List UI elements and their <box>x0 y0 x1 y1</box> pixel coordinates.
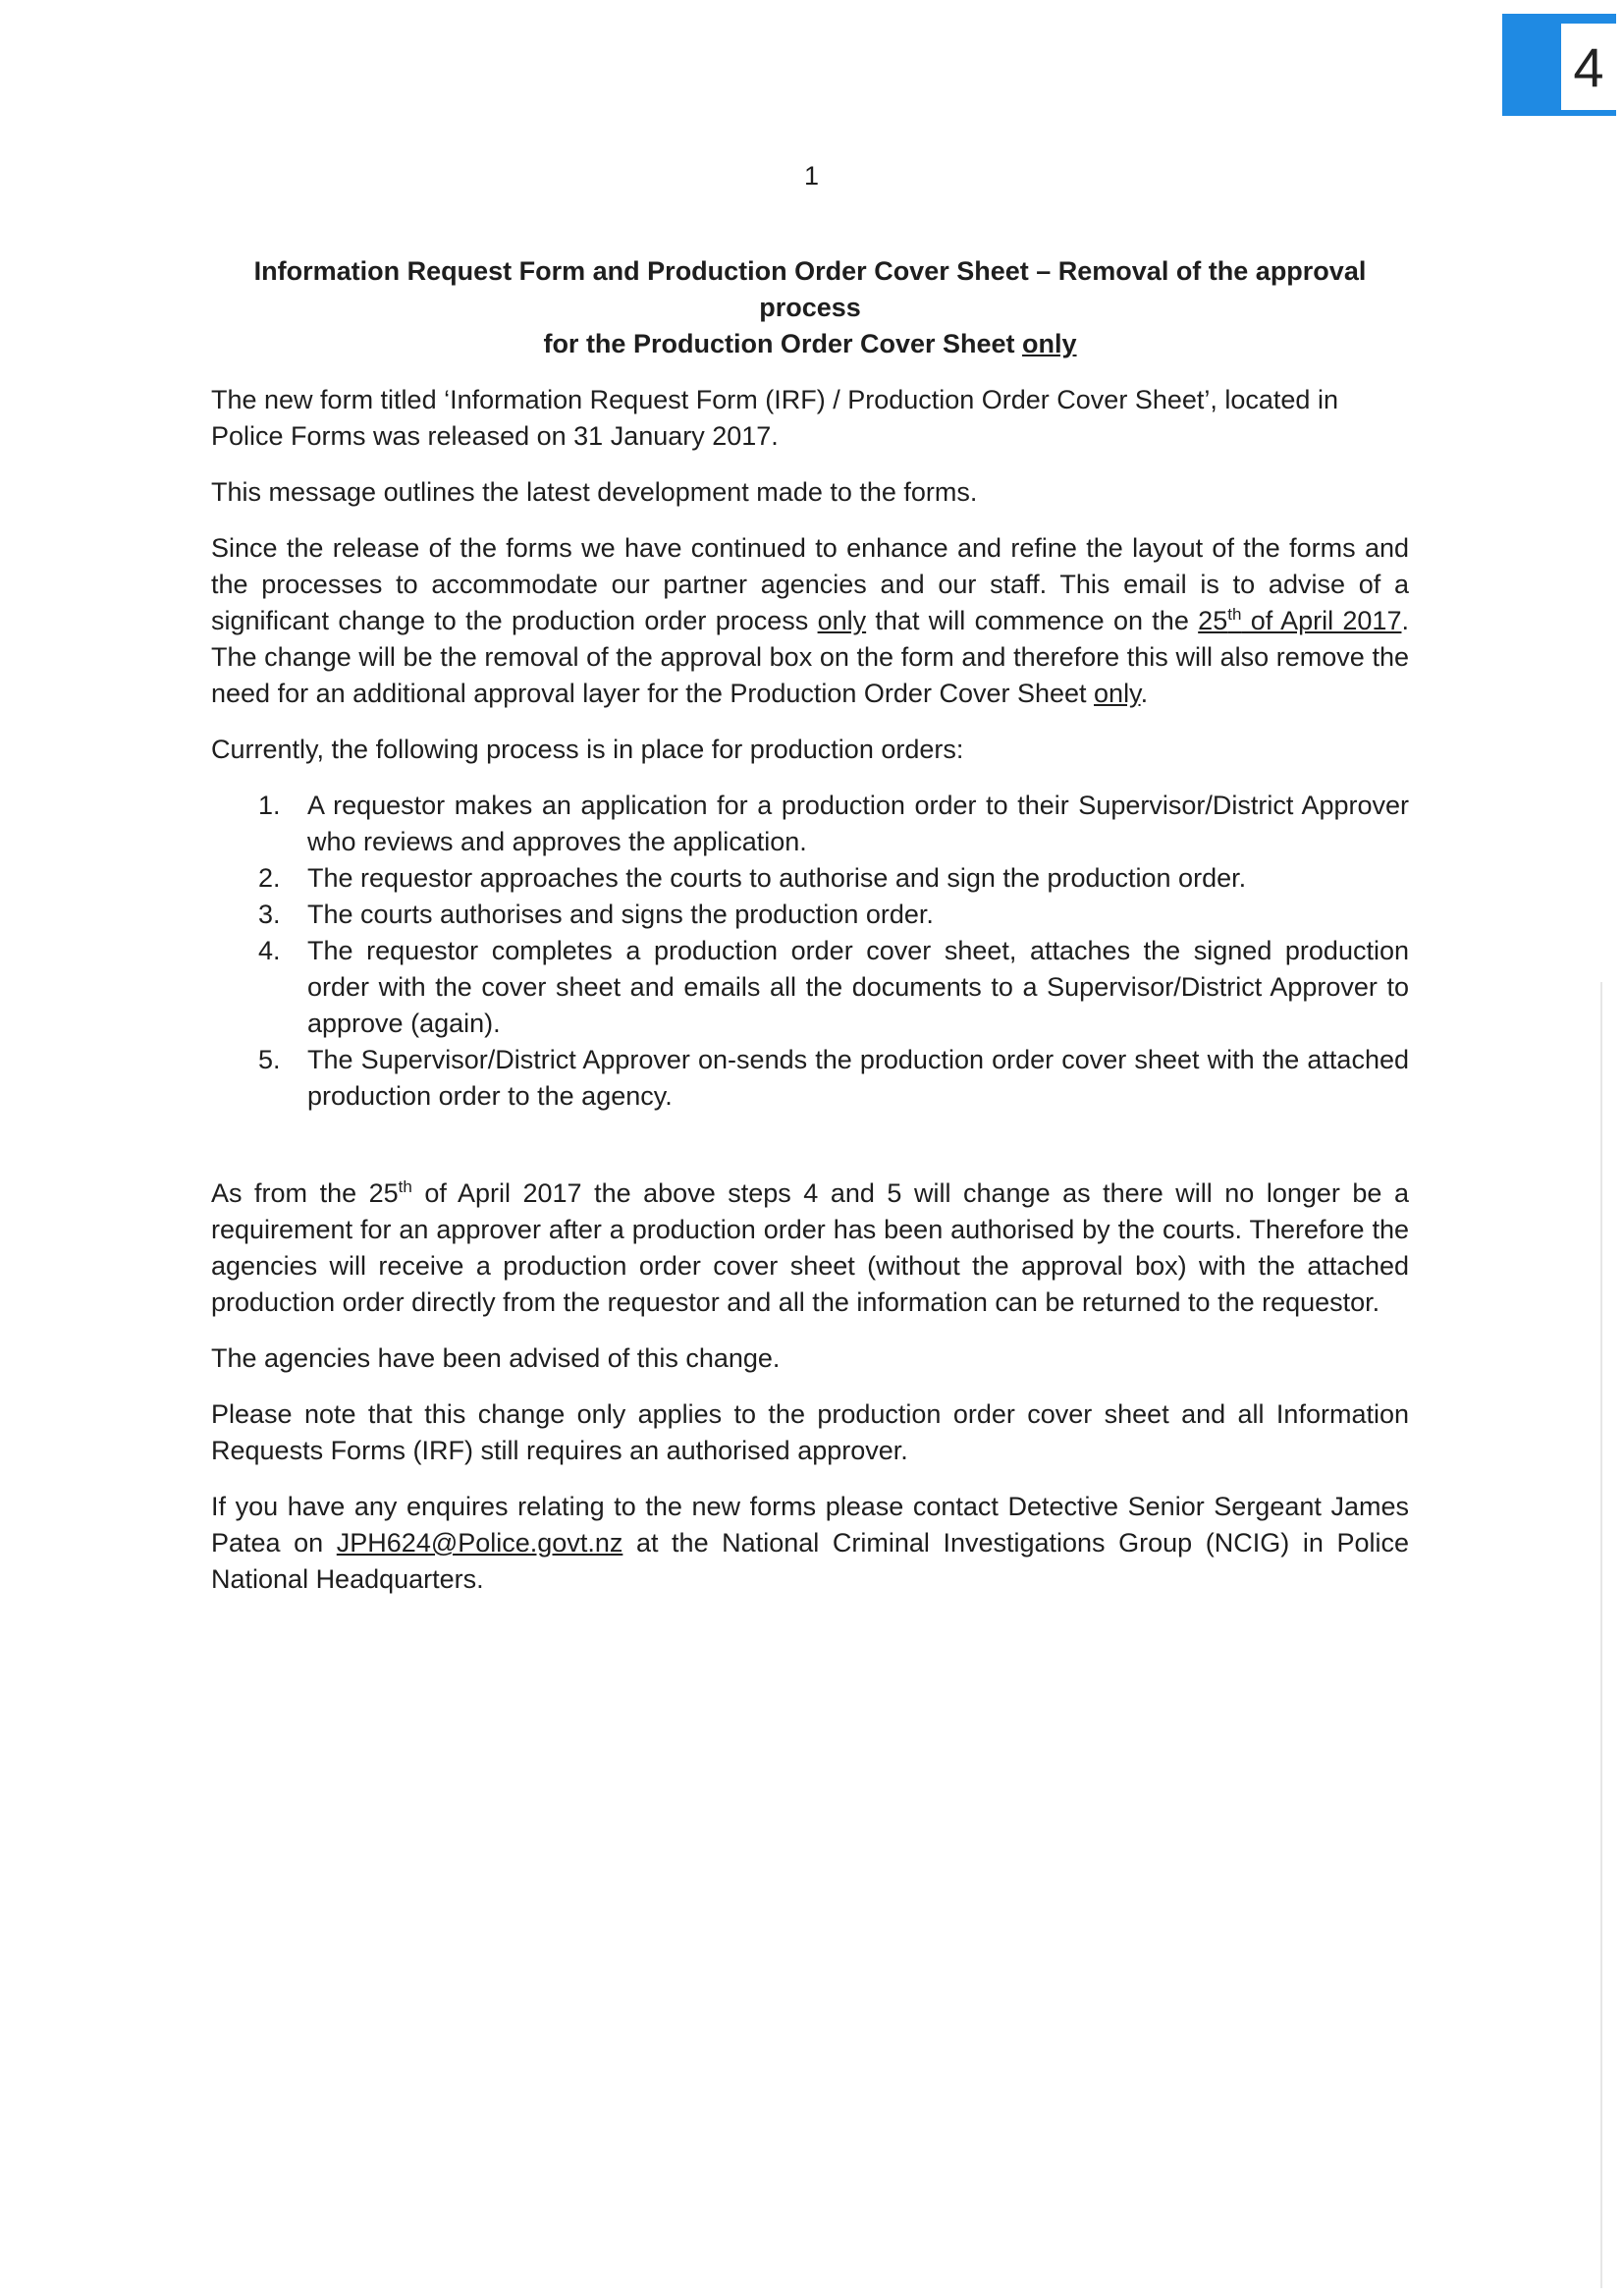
heading-line-1: Information Request Form and Production Order Cover Sheet – Removal of the approval process <box>253 256 1367 322</box>
step-number: 3. <box>258 900 281 929</box>
new-process-sup: th <box>398 1177 412 1196</box>
step-number: 1. <box>258 791 281 820</box>
contact-text-a: If you have any enquires relating to the new forms please contact Detective Senior Sergeant James Patea on <box>211 1492 1409 1558</box>
page-tab-marker <box>1502 14 1616 116</box>
step-text: A requestor makes an application for a production order to their Supervisor/District Approver who reviews and approves the application. <box>307 791 1409 856</box>
paragraph-change-notice <box>211 530 1409 712</box>
heading-only-underlined: only <box>1022 329 1077 358</box>
date-rest: of April 2017 <box>1241 606 1402 635</box>
change-notice-text-c: . The change will be the removal of the approval box on the form and therefore this will also remove the need for an additional approval layer for the Production Order Cover Sheet <box>211 606 1409 708</box>
step-text: The courts authorises and signs the production order. <box>307 900 934 929</box>
process-step <box>258 933 1409 1042</box>
step-number: 5. <box>258 1045 281 1074</box>
contact-text-b: at the National Criminal Investigations Group (NCIG) in Police National Headquarters. <box>211 1528 1409 1594</box>
process-step <box>258 1042 1409 1115</box>
change-notice-text-d: . <box>1140 679 1149 708</box>
process-steps-list <box>211 788 1409 1115</box>
change-notice-date <box>1198 606 1401 635</box>
change-notice-text-b: that will commence on the <box>866 606 1199 635</box>
process-step <box>258 897 1409 933</box>
paragraph-note: Please note that this change only applies to the production order cover sheet and all Information Requests Forms (IRF) still requires an authorised approver. <box>211 1399 1409 1465</box>
scan-edge-line <box>1600 982 1602 2288</box>
paragraph-agencies-advised: The agencies have been advised of this change. <box>211 1343 781 1373</box>
date-sup: th <box>1227 605 1242 624</box>
page-number: 1 <box>803 161 820 191</box>
change-notice-text-a: Since the release of the forms we have continued to enhance and refine the layout of the forms and the processes to accommodate our partner agencies and our staff. This email is to advise of a significant change to the production order process <box>211 533 1409 635</box>
new-process-text-b: of April 2017 the above steps 4 and 5 will change as there will no longer be a requirement for an approver after a production order has been authorised by the courts. Therefore the agencies will receive a production order cover sheet (without the approval box) with the attached production order directly from the requestor and all the information can be returned to the requestor. <box>211 1178 1409 1317</box>
paragraph-message-outline: This message outlines the latest development made to the forms. <box>211 477 978 507</box>
contact-email-link[interactable]: JPH624@Police.govt.nz <box>336 1528 623 1558</box>
step-text: The requestor completes a production order cover sheet, attaches the signed production order with the cover sheet and emails all the documents to a Supervisor/District Approver to approve (again). <box>307 936 1409 1038</box>
tab-label: 4 <box>1557 24 1616 110</box>
process-step <box>258 788 1409 860</box>
step-number: 2. <box>258 863 281 893</box>
paragraph-contact <box>211 1489 1409 1598</box>
new-process-text-a: As from the 25 <box>211 1178 399 1208</box>
step-text: The Supervisor/District Approver on-sends the production order cover sheet with the attached production order to the agency. <box>307 1045 1409 1111</box>
paragraph-current-process: Currently, the following process is in place for production orders: <box>211 735 964 764</box>
heading-line-2: for the Production Order Cover Sheet <box>543 329 1023 358</box>
change-notice-only-1: only <box>817 606 867 635</box>
step-text: The requestor approaches the courts to authorise and sign the production order. <box>307 863 1247 893</box>
step-number: 4. <box>258 936 281 965</box>
paragraph-form-release: The new form titled ‘Information Request Form (IRF) / Production Order Cover Sheet’, located in Police Forms was released on 31 January 2017. <box>211 385 1338 451</box>
document-body <box>211 253 1409 1617</box>
change-notice-only-2: only <box>1094 679 1141 708</box>
paragraph-new-process <box>211 1175 1409 1321</box>
document-heading <box>211 253 1409 362</box>
process-step <box>258 860 1409 897</box>
date-day: 25 <box>1198 606 1228 635</box>
